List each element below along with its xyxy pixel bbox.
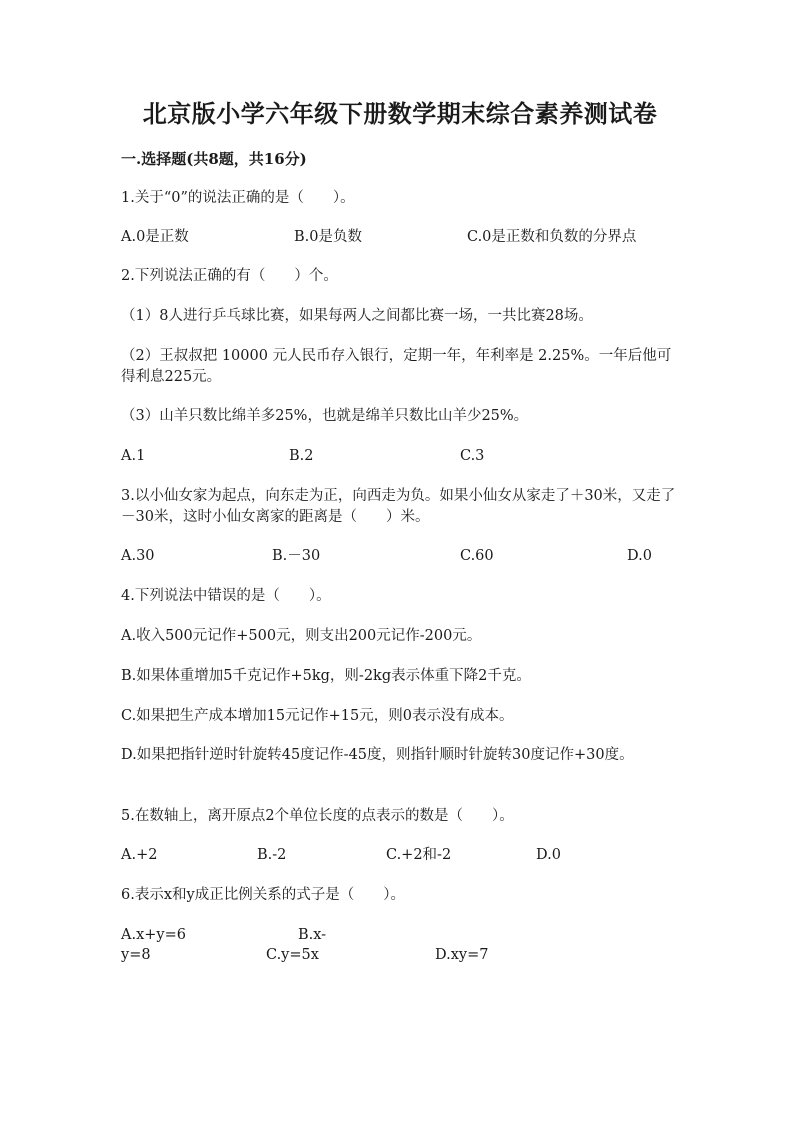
q5-option-a[interactable]: A.+2 — [121, 847, 158, 863]
q6-option-b-continued[interactable]: y=8 — [121, 947, 151, 963]
q2-statement-1: （1）8人进行乒乓球比赛，如果每两人之间都比赛一场，一共比赛28场。 — [121, 308, 593, 324]
q3-option-c[interactable]: C.60 — [460, 548, 494, 564]
q2-option-b[interactable]: B.2 — [289, 448, 314, 464]
q2-statement-2: （2）王叔叔把 10000 元人民币存入银行，定期一年，年利率是 2.25%。一年后他可得利息225元。 — [121, 348, 672, 385]
q2-option-c[interactable]: C.3 — [460, 448, 485, 464]
question-4-stem: 4.下列说法中错误的是（ ）。 — [121, 588, 331, 604]
question-2-stem: 2.下列说法正确的有（ ）个。 — [121, 268, 338, 284]
q5-option-d[interactable]: D.0 — [536, 847, 561, 863]
q4-option-b[interactable]: B.如果体重增加5千克记作+5kg，则-2kg表示体重下降2千克。 — [121, 668, 531, 684]
question-1-stem: 1.关于“0”的说法正确的是（ ）。 — [121, 190, 355, 206]
q3-option-a[interactable]: A.30 — [121, 548, 155, 564]
q6-option-b[interactable]: B.x- — [298, 927, 327, 943]
q1-option-a[interactable]: A.0是正数 — [121, 229, 189, 245]
q2-option-a[interactable]: A.1 — [121, 448, 146, 464]
page-title: 北京版小学六年级下册数学期末综合素养测试卷 — [142, 99, 658, 128]
section-heading: 一.选择题(共8题，共16分) — [121, 150, 307, 168]
question-5-stem: 5.在数轴上，离开原点2个单位长度的点表示的数是（ ）。 — [121, 808, 514, 824]
q4-option-d[interactable]: D.如果把指针逆时针旋转45度记作-45度，则指针顺时针旋转30度记作+30度。 — [121, 747, 634, 763]
question-3-stem: 3.以小仙女家为起点，向东走为正，向西走为负。如果小仙女从家走了＋30米，又走了－30米，这时小仙女离家的距离是（ ）米。 — [121, 488, 676, 525]
q5-option-c[interactable]: C.+2和-2 — [386, 847, 452, 863]
q3-option-b[interactable]: B.－30 — [272, 548, 321, 564]
q4-option-c[interactable]: C.如果把生产成本增加15元记作+15元，则0表示没有成本。 — [121, 708, 514, 724]
q1-option-b[interactable]: B.0是负数 — [294, 229, 362, 245]
q5-option-b[interactable]: B.-2 — [257, 847, 287, 863]
q6-option-c[interactable]: C.y=5x — [266, 947, 319, 963]
question-6-stem: 6.表示x和y成正比例关系的式子是（ ）。 — [121, 887, 405, 903]
q3-option-d[interactable]: D.0 — [627, 548, 652, 564]
q1-option-c[interactable]: C.0是正数和负数的分界点 — [467, 229, 637, 245]
q2-statement-3: （3）山羊只数比绵羊多25%，也就是绵羊只数比山羊少25%。 — [121, 408, 529, 424]
q4-option-a[interactable]: A.收入500元记作+500元，则支出200元记作-200元。 — [121, 628, 482, 644]
q6-option-d[interactable]: D.xy=7 — [435, 947, 489, 963]
q6-option-a[interactable]: A.x+y=6 — [121, 927, 186, 943]
